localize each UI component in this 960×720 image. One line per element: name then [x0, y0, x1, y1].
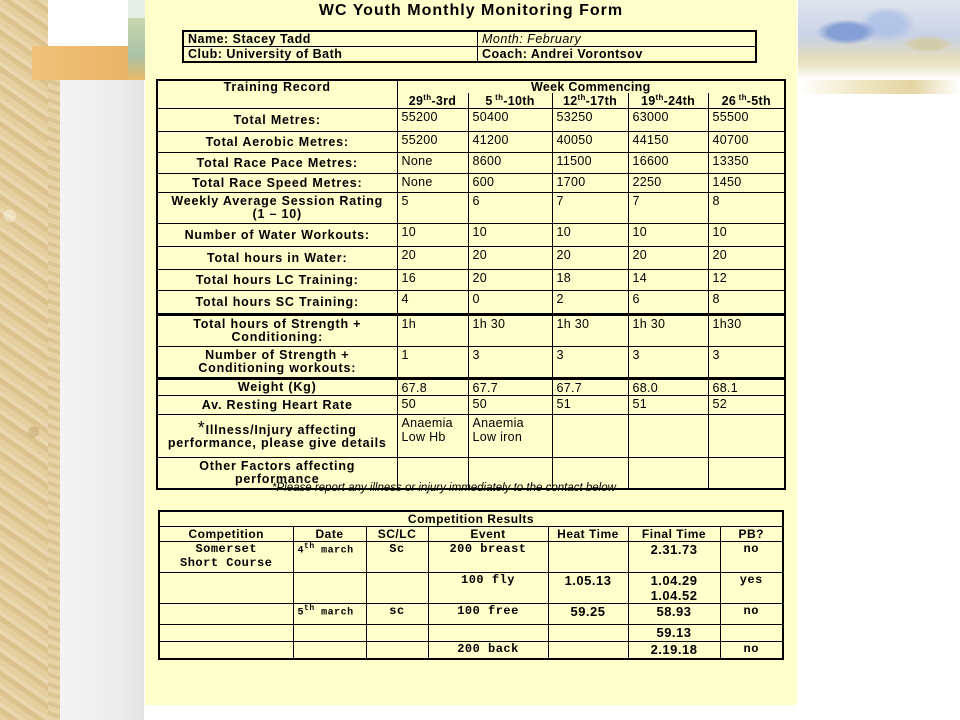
training-value: 10 — [628, 224, 708, 247]
training-value — [628, 458, 708, 490]
training-row — [157, 315, 785, 347]
competition-final-time: 1.04.29 1.04.52 — [628, 573, 720, 604]
teal-decoration — [128, 18, 146, 80]
training-value: 55200 — [397, 132, 468, 153]
training-value: 53250 — [552, 109, 628, 132]
training-row — [157, 224, 785, 247]
competition-header-cell: Heat Time — [548, 527, 628, 542]
competition-heat-time: 59.25 — [548, 604, 628, 625]
wheat-photo-strip — [798, 80, 960, 94]
training-value: 14 — [628, 270, 708, 291]
training-value: 1h 30 — [552, 315, 628, 347]
training-value: 68.1 — [708, 379, 785, 396]
training-row-label: Total Metres: — [157, 109, 397, 132]
competition-sclc — [366, 573, 428, 604]
training-value: 50 — [397, 396, 468, 415]
training-value: 8 — [708, 193, 785, 224]
competition-date: 4th march — [293, 542, 366, 573]
training-row — [157, 132, 785, 153]
training-value: 18 — [552, 270, 628, 291]
training-value: 1h 30 — [468, 315, 552, 347]
training-value: 20 — [708, 247, 785, 270]
training-row — [157, 415, 785, 458]
competition-pb — [720, 625, 783, 642]
training-record-label: Training Record — [157, 80, 397, 109]
training-value: 1 — [397, 347, 468, 379]
week-header-3: 12th-17th — [552, 93, 628, 109]
training-value — [552, 415, 628, 458]
competition-sclc: Sc — [366, 542, 428, 573]
training-row-label: Total hours of Strength + Conditioning: — [157, 315, 397, 347]
training-row-label: Total Race Speed Metres: — [157, 174, 397, 193]
competition-header-cell: Date — [293, 527, 366, 542]
competition-header-cell: PB? — [720, 527, 783, 542]
training-value: 6 — [468, 193, 552, 224]
competition-name — [159, 642, 293, 660]
competition-name: Somerset Short Course — [159, 542, 293, 573]
header-info-table — [182, 30, 757, 63]
competition-row — [159, 604, 783, 625]
competition-date — [293, 642, 366, 660]
training-value: 20 — [468, 247, 552, 270]
training-row-label: Av. Resting Heart Rate — [157, 396, 397, 415]
training-value: 3 — [552, 347, 628, 379]
competition-sclc — [366, 642, 428, 660]
training-row-label: Number of Water Workouts: — [157, 224, 397, 247]
training-value: 10 — [397, 224, 468, 247]
competition-name — [159, 625, 293, 642]
competition-name — [159, 573, 293, 604]
week-header-1: 29th-3rd — [397, 93, 468, 109]
training-row — [157, 347, 785, 379]
training-value: 7 — [552, 193, 628, 224]
competition-heat-time — [548, 542, 628, 573]
competition-date — [293, 573, 366, 604]
training-row — [157, 247, 785, 270]
training-row — [157, 291, 785, 315]
training-value: 20 — [628, 247, 708, 270]
competition-final-time: 59.13 — [628, 625, 720, 642]
training-value: 10 — [708, 224, 785, 247]
training-row-label: Other Factors affecting performance — [157, 458, 397, 490]
training-value — [708, 415, 785, 458]
training-value: 2 — [552, 291, 628, 315]
flower-photo — [798, 0, 960, 80]
training-row-label: Total hours in Water: — [157, 247, 397, 270]
training-value: 1h — [397, 315, 468, 347]
illness-note: *Please report any illness or injury immediately to the contact below — [272, 482, 616, 494]
athlete-name: Name: Stacey Tadd — [183, 31, 478, 47]
competition-event: 100 fly — [428, 573, 548, 604]
training-value: 2250 — [628, 174, 708, 193]
training-value: 50400 — [468, 109, 552, 132]
training-value: 16 — [397, 270, 468, 291]
training-value: 5 — [397, 193, 468, 224]
training-value — [628, 415, 708, 458]
training-row-label: Number of Strength + Conditioning workouts: — [157, 347, 397, 379]
week-header-2: 5 $^{th}$-10th — [468, 93, 552, 109]
training-row — [157, 193, 785, 224]
training-value: 63000 — [628, 109, 708, 132]
training-value: 51 — [552, 396, 628, 415]
training-row — [157, 396, 785, 415]
competition-row — [159, 642, 783, 660]
training-value: 55200 — [397, 109, 468, 132]
training-value: 1h30 — [708, 315, 785, 347]
training-row — [157, 153, 785, 174]
competition-pb: no — [720, 604, 783, 625]
training-row-label: Total hours LC Training: — [157, 270, 397, 291]
training-value — [708, 458, 785, 490]
training-value: None — [397, 174, 468, 193]
training-value: 11500 — [552, 153, 628, 174]
training-value: Anaemia Low iron — [468, 415, 552, 458]
competition-header-cell: Competition — [159, 527, 293, 542]
competition-header-row — [159, 527, 783, 542]
training-row-label: Weekly Average Session Rating (1 – 10) — [157, 193, 397, 224]
training-value: 40050 — [552, 132, 628, 153]
training-row-label: Total Aerobic Metres: — [157, 132, 397, 153]
training-value: 1700 — [552, 174, 628, 193]
training-value: 52 — [708, 396, 785, 415]
form-title: WC Youth Monthly Monitoring Form — [318, 2, 624, 19]
competition-pb: no — [720, 542, 783, 573]
competition-row — [159, 542, 783, 573]
training-row-label: Total hours SC Training: — [157, 291, 397, 315]
training-row — [157, 379, 785, 396]
training-row-label: Weight (Kg) — [157, 379, 397, 396]
training-value: 600 — [468, 174, 552, 193]
parchment-band — [48, 48, 60, 720]
training-value: 4 — [397, 291, 468, 315]
competition-final-time: 2.31.73 — [628, 542, 720, 573]
competition-results-table — [158, 510, 784, 660]
orange-decoration — [32, 46, 132, 80]
competition-heat-time — [548, 642, 628, 660]
competition-final-time: 2.19.18 — [628, 642, 720, 660]
competition-sclc: sc — [366, 604, 428, 625]
coach-field: Coach: Andrei Vorontsov — [478, 47, 757, 63]
competition-event — [428, 625, 548, 642]
competition-row — [159, 573, 783, 604]
competition-header-cell: SC/LC — [366, 527, 428, 542]
training-value: 67.7 — [552, 379, 628, 396]
training-value: 7 — [628, 193, 708, 224]
training-value: 1h 30 — [628, 315, 708, 347]
training-value: 6 — [628, 291, 708, 315]
competition-results-title: Competition Results — [159, 511, 783, 527]
competition-final-time: 58.93 — [628, 604, 720, 625]
training-value: 8 — [708, 291, 785, 315]
week-header-4: 19th-24th — [628, 93, 708, 109]
competition-sclc — [366, 625, 428, 642]
month-field: Month: February — [478, 31, 757, 47]
training-value: 1450 — [708, 174, 785, 193]
training-value: 10 — [552, 224, 628, 247]
training-value: 67.8 — [397, 379, 468, 396]
training-value: 67.7 — [468, 379, 552, 396]
competition-event: 200 back — [428, 642, 548, 660]
training-row — [157, 174, 785, 193]
training-value: None — [397, 153, 468, 174]
competition-pb: no — [720, 642, 783, 660]
competition-date — [293, 625, 366, 642]
training-value: 3 — [628, 347, 708, 379]
corner-decoration — [128, 0, 146, 18]
training-value: 68.0 — [628, 379, 708, 396]
training-value: 3 — [708, 347, 785, 379]
competition-date: 5th march — [293, 604, 366, 625]
training-value: 51 — [628, 396, 708, 415]
training-value: 50 — [468, 396, 552, 415]
training-value: 40700 — [708, 132, 785, 153]
competition-heat-time — [548, 625, 628, 642]
training-value: 41200 — [468, 132, 552, 153]
competition-event: 200 breast — [428, 542, 548, 573]
training-row — [157, 109, 785, 132]
training-value: 16600 — [628, 153, 708, 174]
training-value: 13350 — [708, 153, 785, 174]
training-value: Anaemia Low Hb — [397, 415, 468, 458]
training-value: 10 — [468, 224, 552, 247]
competition-name — [159, 604, 293, 625]
parchment-texture — [0, 0, 48, 720]
gray-margin — [60, 80, 144, 720]
training-row-label: Total Race Pace Metres: — [157, 153, 397, 174]
week-header-5: 26 $^{th}$-5th — [708, 93, 785, 109]
training-value: 20 — [468, 270, 552, 291]
training-value: 12 — [708, 270, 785, 291]
competition-header-cell: Final Time — [628, 527, 720, 542]
training-value: 0 — [468, 291, 552, 315]
training-value: 55500 — [708, 109, 785, 132]
week-commencing-label: Week Commencing — [397, 80, 785, 93]
form-panel — [145, 0, 797, 705]
training-value: 3 — [468, 347, 552, 379]
club-field: Club: University of Bath — [183, 47, 478, 63]
competition-pb: yes — [720, 573, 783, 604]
training-row-label: *Illness/Injury affecting performance, please give details — [157, 415, 397, 458]
competition-heat-time: 1.05.13 — [548, 573, 628, 604]
training-value: 8600 — [468, 153, 552, 174]
asterisk-mark: * — [197, 418, 206, 439]
training-value: 20 — [397, 247, 468, 270]
training-value: 44150 — [628, 132, 708, 153]
competition-header-cell: Event — [428, 527, 548, 542]
training-value: 20 — [552, 247, 628, 270]
training-row — [157, 270, 785, 291]
competition-event: 100 free — [428, 604, 548, 625]
competition-row — [159, 625, 783, 642]
training-record-table — [156, 79, 786, 490]
